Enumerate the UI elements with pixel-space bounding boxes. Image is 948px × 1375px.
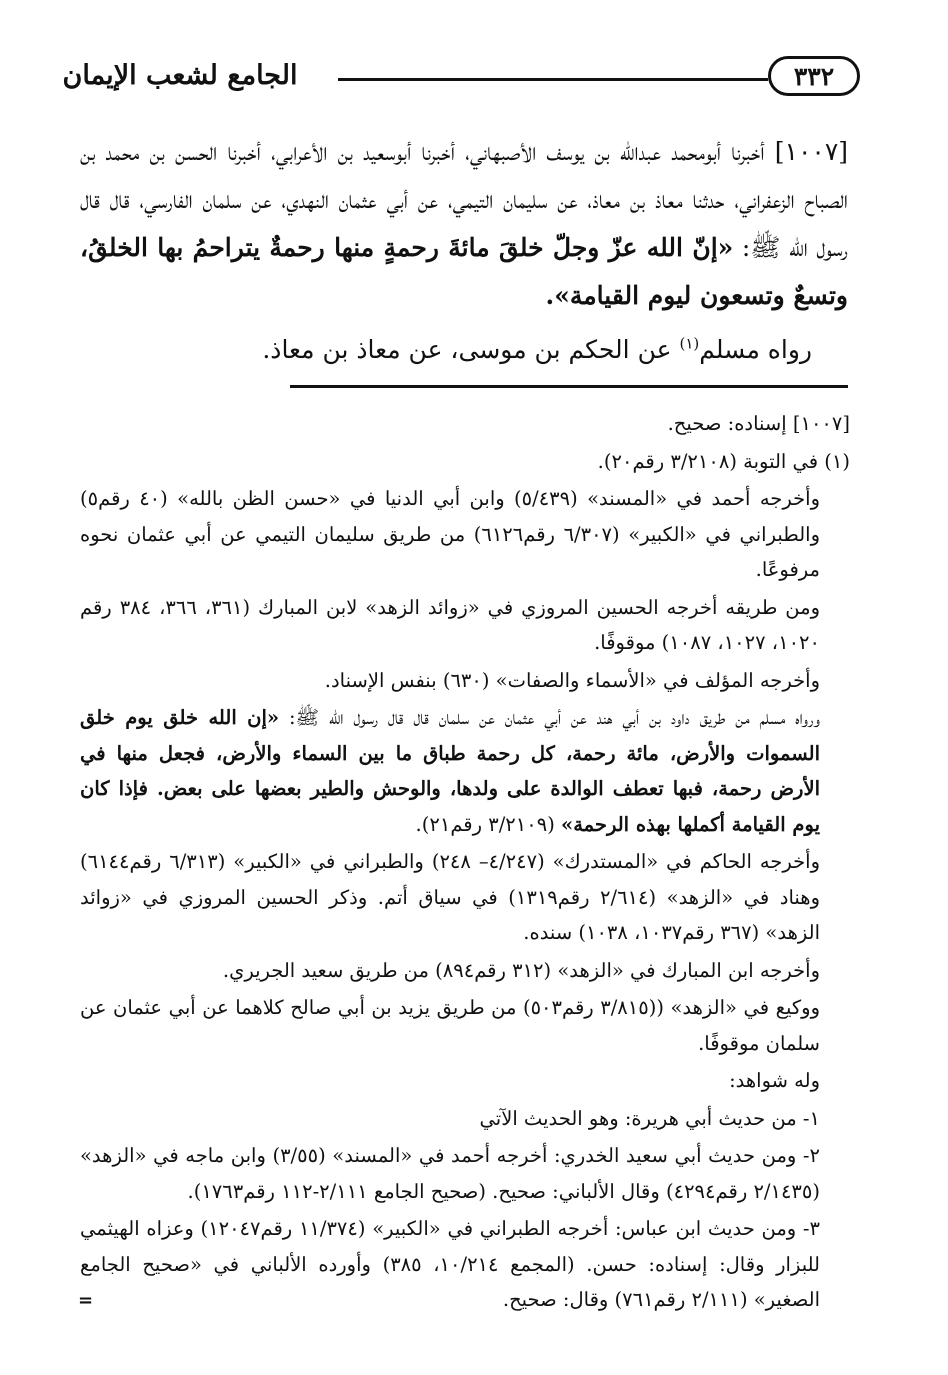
muslim-hadith: «إن الله خلق يوم خلق السموات والأرض، مائة رحمة، كل رحمة طباق ما بين السماء والأرض، فجعل منها في الأرض رحمة، فبها تعطف الوالدة على ولدها، والوحش والطير بعضها على بعض. فإذا كان يوم القيامة أكملها بهذه الرحمة» (80, 706, 820, 836)
riwaya-line (80, 326, 848, 374)
shahid-3: ٣- ومن حديث ابن عباس: أخرجه الطبراني في «الكبير» (١١/٣٧٤ رقم١٢٠٤٧) وعزاه الهيثمي للبزار وقال: إسناده: حسن. (المجمع ١٠/٢١٤، ٣٨٥) وأورده الألباني في «صحيح الجامع الصغير» (٢/١١١ رقم٧٦١) وقال: صحيح. (80, 1217, 820, 1311)
grading-note: [١٠٠٧] إسناده: صحيح. (667, 412, 850, 435)
takhrij-author: وأخرجه المؤلف في «الأسماء والصفات» (٦٣٠) بنفس الإسناد. (324, 668, 820, 692)
muslim-intro: ورواه مسلم من طريق داود بن أبي هند عن أبي عثمان عن سلمان قال قال رسول الله ﷺ: (288, 706, 820, 729)
matn-text: «إنّ الله عزّ وجلّ خلقَ مائةَ رحمةٍ منها رحمةٌ يتراحمُ بها الخلقُ، وتسعٌ وتسعون ليوم القيامة». (80, 233, 848, 310)
header-rule (338, 78, 768, 81)
takhrij-waki: ووكيع في «الزهد» ((٣/٨١٥ رقم٥٠٣) من طريق يزيد بن أبي صالح كلاهما عن أبي عثمان عن سلمان موقوفًا. (80, 996, 821, 1055)
takhrij-marwazi: ومن طريقه أخرجه الحسين المروزي في «زوائد الزهد» لابن المبارك (٣٦١، ٣٦٦، ٣٨٤ رقم ١٠٢٠، ١٠٢٧، ١٠٨٧) موقوفًا. (80, 595, 821, 654)
shahid-1: ١- من حديث أبي هريرة: وهو الحديث الآتي (479, 1106, 820, 1130)
muslim-ref: (٣/٢١٠٩ رقم٢١). (415, 812, 561, 836)
hadith-number: [١٠٠٧] (774, 137, 849, 166)
takhrij-ibn-mubarak: وأخرجه ابن المبارك في «الزهد» (٣١٢ رقم٨٩٤) من طريق سعيد الجريري. (222, 958, 820, 982)
shawahid-heading: وله شواهد: (729, 1069, 820, 1092)
isnad-text: أخبرنا أبومحمد عبدالله بن يوسف الأصبهاني، أخبرنا أبوسعيد بن الأعرابي، أخبرنا الحسن بن محمد بن الصباح الزعفراني، حدثنا معاذ بن معاذ، عن سليمان التيمي، عن أبي عثمان النهدي، عن سلمان الفارسي، قال قال رسول الله ﷺ: (80, 137, 848, 262)
footnote-separator (290, 385, 848, 388)
running-title: الجامع لشعب الإيمان (62, 60, 298, 91)
riwaya-before: رواه مسلم (699, 335, 812, 364)
page-header (60, 54, 860, 102)
footnotes (80, 406, 850, 1320)
muslim-narration (80, 700, 850, 842)
takhrij-ahmad: وأخرجه أحمد في «المسند» (٥/٤٣٩) وابن أبي الدنيا في «حسن الظن بالله» (٤٠ رقم٥) والطبراني في «الكبير» (٦/٣٠٧ رقم٦١٢٦) من طريق سليمان التيمي عن أبي عثمان نحوه مرفوعًا. (80, 487, 820, 581)
footnote-ref: (١) (679, 334, 700, 353)
continuation-mark: = (78, 1290, 94, 1311)
shahid-2: ٢- ومن حديث أبي سعيد الخدري: أخرجه أحمد في «المسند» (٣/٥٥) وابن ماجه في «الزهد» (٢/١٤٣٥ رقم٤٢٩٤) وقال الألباني: صحيح. (صحيح الجامع ٢/١١١-١١٢ رقم١٧٦٣). (80, 1144, 820, 1203)
footnote-1: (١) في التوبة (٣/٢١٠٨ رقم٢٠). (597, 449, 850, 473)
hadith-paragraph (80, 128, 848, 320)
page-number: ٣٣٢ (768, 56, 860, 96)
riwaya-after: عن الحكم بن موسى، عن معاذ بن معاذ. (262, 335, 680, 364)
main-text (80, 128, 848, 374)
takhrij-hakim: وأخرجه الحاكم في «المستدرك» (٤/٢٤٧– ٢٤٨) والطبراني في «الكبير» (٦/٣١٣ رقم٦١٤٤) وهناد في «الزهد» (٢/٦١٤ رقم١٣١٩) في سياق أتم. وذكر الحسين المروزي في «زوائد الزهد» (٣٦٧ رقم١٠٣٧، ١٠٣٨) سنده. (80, 850, 820, 944)
